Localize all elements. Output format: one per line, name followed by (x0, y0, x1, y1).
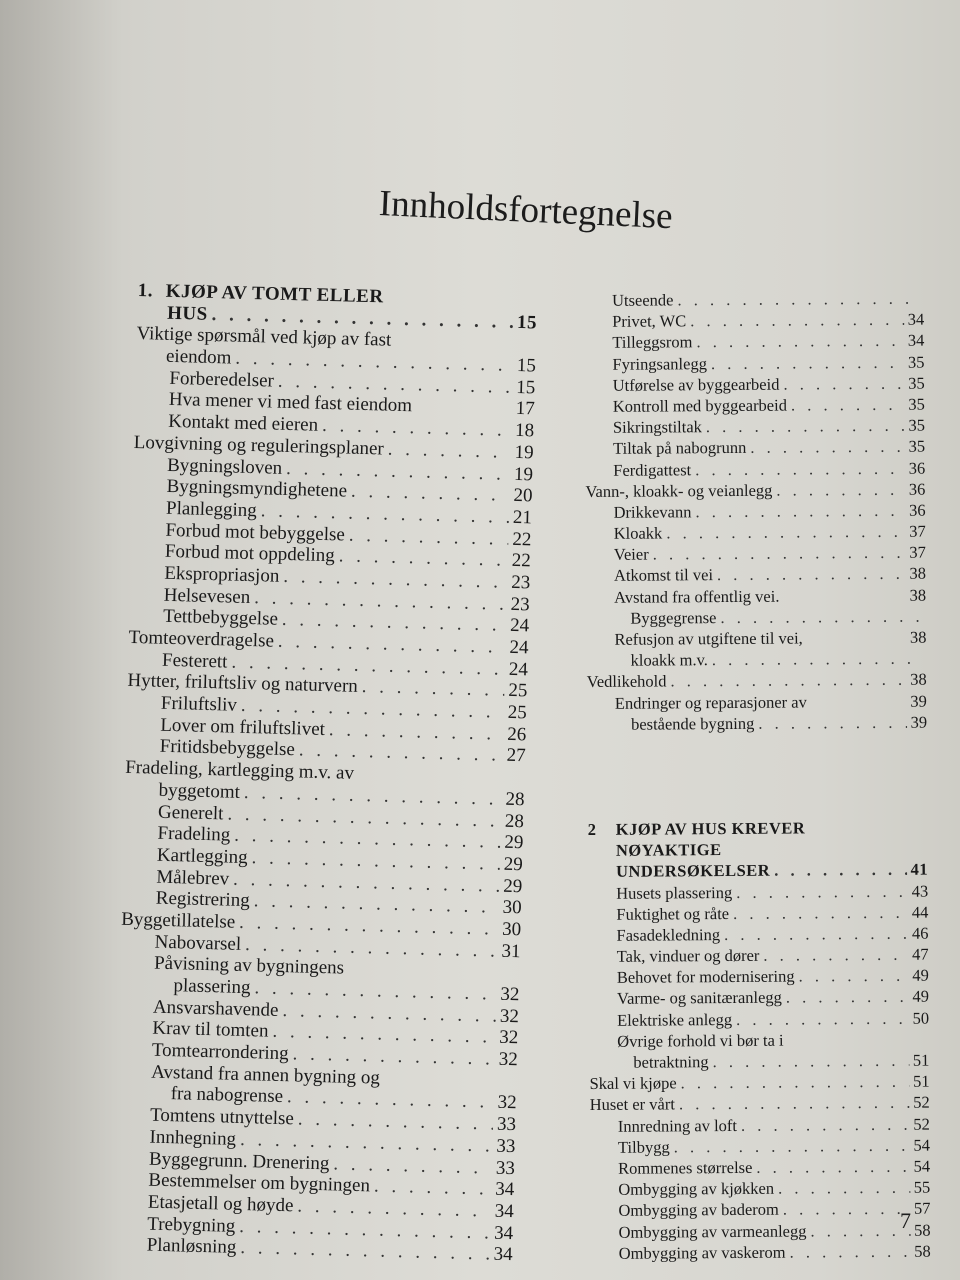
toc-page-number: 33 (496, 1113, 517, 1136)
toc-entry-text: plassering (173, 975, 251, 999)
toc-entry (590, 1134, 930, 1158)
toc-entry (586, 542, 926, 566)
toc-page-number: 15 (516, 311, 538, 334)
toc-entry-text: Lovgivning og reguleringsplaner (133, 431, 385, 460)
toc-entry-text: Fuktighet og råte (616, 903, 730, 924)
toc-entry (586, 521, 926, 545)
toc-page-number: 29 (502, 875, 523, 897)
toc-entry-text: Innhegning (149, 1126, 237, 1150)
dot-leader (778, 1177, 910, 1199)
toc-entry-text: Privet, WC (612, 311, 687, 331)
dot-leader (690, 309, 904, 332)
dot-leader (799, 965, 909, 987)
toc-page-number: 26 (506, 723, 527, 746)
toc-page-number: 34 (493, 1222, 514, 1244)
dot-leader (696, 330, 904, 353)
toc-page-number: 19 (513, 463, 534, 485)
toc-entry-text: Avstand fra annen bygning og (151, 1061, 381, 1089)
toc-entry (590, 1177, 930, 1201)
dot-leader (791, 394, 905, 416)
toc-entry (587, 690, 927, 714)
toc-entry (586, 627, 926, 651)
toc-page-number: 38 (909, 627, 927, 647)
toc-page-number: 35 (908, 373, 925, 393)
toc-entry-text: Ombygging av vaskerom (618, 1242, 786, 1263)
toc-page-number: 15 (516, 376, 536, 399)
page-title: Innholdsfortegnelse (378, 182, 674, 238)
page-shadow (0, 0, 120, 1280)
dot-leader (679, 1092, 909, 1115)
dot-leader (717, 563, 906, 586)
toc-entry (585, 415, 925, 439)
toc-entry-text: Tilbygg (617, 1137, 670, 1157)
toc-entry-text: byggetomt (158, 779, 241, 803)
dot-leader (681, 1071, 910, 1094)
toc-entry (589, 1050, 929, 1074)
toc-entry-text: Vedlikehold (586, 671, 667, 692)
toc-entry-text: Målebrev (156, 866, 230, 890)
toc-entry-text: Tiltak på nabogrunn (613, 438, 747, 459)
toc-page-number: 34 (495, 1178, 515, 1201)
dot-leader (695, 500, 905, 523)
dot-leader (789, 1240, 910, 1262)
toc-entry-text: eiendom (165, 345, 232, 369)
toc-page-number: 19 (514, 441, 534, 464)
dot-leader (736, 880, 908, 902)
toc-page-number: 22 (512, 528, 532, 550)
toc-page-number: 35 (908, 415, 926, 435)
dot-leader (810, 1219, 910, 1241)
dot-leader (736, 1007, 909, 1029)
toc-page-number: 57 (913, 1198, 931, 1219)
toc-entry (585, 436, 925, 460)
page-number: 7 (900, 1208, 911, 1233)
dot-leader (733, 901, 908, 923)
toc-entry (587, 711, 927, 735)
toc-entry-text: Fasadekledning (616, 924, 721, 945)
toc-entry-text: Ombygging av kjøkken (618, 1178, 775, 1199)
section-spacer (587, 761, 927, 791)
toc-entry-text: Viktige spørsmål ved kjøp av fast (136, 323, 392, 352)
toc-entry-text: Øvrige forhold vi bør ta i (617, 1030, 784, 1051)
toc-entry-text: Skal vi kjøpe (589, 1073, 677, 1094)
toc-page-number: 39 (910, 712, 928, 732)
toc-entry-text: Forberedelser (169, 367, 275, 392)
toc-page-number: 17 (515, 398, 536, 420)
toc-page-number: 15 (516, 355, 537, 377)
dot-leader (374, 1176, 492, 1201)
toc-page-number: 43 (911, 881, 929, 901)
toc-page-number: 49 (912, 987, 930, 1007)
toc-entry (584, 330, 924, 354)
toc-page-number: 33 (496, 1135, 516, 1157)
toc-entry (584, 309, 924, 333)
toc-entry-text: bestående bygning (630, 713, 755, 734)
toc-page-number: 34 (494, 1200, 515, 1223)
toc-entry (587, 648, 927, 672)
toc-page-number: 23 (510, 593, 530, 615)
toc-entry-text: Krav til tomten (152, 1018, 269, 1043)
toc-entry-text: Kartlegging (156, 844, 248, 868)
dot-leader (706, 415, 905, 438)
toc-entry-text: Tettbebyggelse (162, 606, 279, 631)
toc-entry-text: Tomtearrondering (151, 1039, 289, 1065)
toc-entry-text: Forbud mot oppdeling (164, 541, 336, 567)
toc-entry-text: Veier (613, 544, 649, 565)
toc-entry-text: betraktning (633, 1052, 709, 1072)
toc-page-number: 39 (910, 691, 927, 711)
dot-leader (774, 859, 907, 881)
toc-entry (591, 1240, 931, 1264)
toc-page-number: 24 (508, 658, 529, 681)
toc-entry-text: Sikringstiltak (612, 417, 702, 437)
toc-entry (588, 901, 928, 925)
toc-page-number: 52 (913, 1114, 930, 1134)
toc-page-number: 49 (912, 965, 929, 985)
toc-entry-text: Kontroll med byggearbeid (612, 395, 787, 416)
toc-page-number: 31 (501, 940, 521, 962)
toc-entry (589, 944, 929, 968)
toc-entry-text: fra nabogrense (170, 1083, 284, 1108)
toc-entry-text: Ekspropriasjon (164, 562, 280, 587)
dot-leader (695, 457, 905, 480)
toc-entry (588, 922, 928, 946)
toc-entry-text: Planlegging (165, 497, 258, 522)
toc-entry-text: Planløsning (146, 1234, 237, 1259)
toc-page-number: 33 (495, 1157, 516, 1179)
toc-entry-text: Byggetillatelse (120, 908, 236, 933)
toc-entry-text: Tomtens utnyttelse (149, 1104, 295, 1130)
toc-entry-text: Tilleggsrom (612, 332, 693, 353)
toc-entry-text: Friluftsliv (160, 692, 238, 716)
toc-page-number: 30 (501, 918, 522, 941)
dot-leader (670, 669, 906, 692)
toc-entry (585, 372, 925, 396)
toc-entry-text: KJØP AV TOMT ELLER (165, 280, 384, 308)
toc-page-number: 24 (509, 636, 529, 659)
toc-page-number: 29 (504, 831, 524, 854)
toc-page-number: 32 (497, 1092, 517, 1114)
toc-entry (586, 605, 926, 629)
toc-entry-text: KJØP AV HUS KREVER (615, 818, 806, 839)
toc-entry-text: Byggegrunn. Drenering (148, 1148, 330, 1174)
toc-chapter-entry (588, 859, 928, 883)
toc-entry-text: Elektriske anlegg (617, 1009, 733, 1030)
toc-chapter-entry (588, 838, 928, 862)
toc-entry (587, 669, 927, 693)
toc-entry-text: Hytter, friluftsliv og naturvern (127, 670, 359, 698)
toc-entry-text: Endringer og reparasjoner av (614, 692, 807, 713)
dot-leader (750, 436, 904, 458)
toc-page-number: 58 (914, 1241, 931, 1261)
toc-entry (586, 563, 926, 587)
toc-page-number: 32 (499, 1027, 519, 1049)
toc-page-number: 54 (913, 1156, 931, 1176)
toc-entry-text: kloakk m.v. (630, 650, 708, 670)
toc-entry-text: Bygningsmyndighetene (166, 476, 348, 502)
toc-entry-text: Lover om friluftslivet (160, 714, 326, 740)
toc-entry (585, 499, 925, 523)
toc-page-number: 32 (499, 1005, 520, 1027)
toc-page-number: 36 (908, 500, 926, 520)
toc-entry-text: Helsevesen (163, 584, 251, 608)
toc-entry (590, 1092, 930, 1116)
toc-page-number: 52 (913, 1092, 930, 1113)
toc-page-number: 58 (914, 1220, 931, 1240)
dot-leader (786, 986, 909, 1008)
toc-entry-text: Kontakt med eieren (168, 410, 319, 436)
chapter-number: 1. (137, 280, 154, 302)
toc-page-number: 20 (513, 485, 533, 507)
dot-leader (712, 648, 923, 671)
toc-entry-text: Fyringsanlegg (612, 353, 708, 374)
toc-entry (589, 1007, 929, 1031)
toc-page-number: 28 (504, 810, 525, 832)
toc-page-number: 34 (907, 309, 925, 329)
toc-entry-text: Hva mener vi med fast eiendom (168, 389, 413, 417)
toc-page-number: 50 (912, 1008, 930, 1028)
toc-page-number: 28 (505, 788, 525, 811)
toc-entry-text: Generelt (157, 801, 224, 824)
toc-entry (590, 1113, 930, 1137)
toc-page-number: 51 (912, 1050, 930, 1070)
toc-entry-text: Refusjon av utgiftene til vei, (614, 628, 803, 649)
toc-page-number: 34 (907, 331, 925, 351)
toc-entry-text: Bygningsloven (166, 454, 283, 479)
toc-page-number: 37 (909, 521, 926, 541)
section-spacer (587, 789, 927, 819)
toc-page-number: 23 (510, 571, 531, 594)
toc-entry-text: Kloakk (613, 523, 663, 543)
toc-entry-text: UNDERSØKELSER (615, 861, 771, 882)
toc-page-number: 36 (908, 458, 926, 478)
toc-entry-text: Påvisning av bygningens (153, 952, 345, 979)
dot-leader (653, 542, 906, 565)
toc-entry-text: Ombygging av varmeanlegg (618, 1220, 807, 1242)
toc-entry (584, 351, 924, 375)
toc-entry-text: Forbud mot bebyggelse (165, 519, 346, 546)
toc-page-number: 41 (910, 859, 929, 880)
toc-page-number: 37 (909, 542, 926, 562)
dot-leader (712, 1050, 908, 1073)
toc-page-number: 55 (913, 1177, 931, 1197)
toc-entry-text: Rommenes størrelse (618, 1157, 753, 1178)
toc-entry-text: Innredning av loft (617, 1115, 738, 1136)
dot-leader (674, 1134, 910, 1157)
toc-entry (585, 478, 925, 502)
toc-entry-text: Vann-, kloakk- og veianlegg (585, 480, 773, 501)
toc-entry-text: Ansvarshavende (152, 996, 279, 1021)
toc-entry-text: Festerett (161, 649, 228, 673)
toc-right-column (584, 288, 931, 1264)
dot-leader (758, 712, 906, 734)
toc-page-number: 25 (508, 680, 528, 702)
toc-entry (588, 880, 928, 904)
toc-left-column (112, 280, 537, 1266)
toc-entry-text: Registrering (155, 887, 250, 912)
toc-entry-text: Utførelse av byggearbeid (612, 374, 780, 395)
toc-entry (589, 965, 929, 989)
toc-entry-text: Byggegrense (630, 607, 717, 628)
toc-entry-text: Tomteoverdragelse (128, 626, 275, 652)
dot-leader (711, 351, 904, 374)
toc-page-number: 36 (908, 479, 926, 499)
toc-entry-text: Bestemmelser om bygningen (148, 1169, 371, 1197)
toc-entry (584, 288, 924, 312)
toc-entry (586, 584, 926, 608)
toc-entry-text: Fradeling (157, 822, 231, 846)
toc-entry (590, 1198, 930, 1222)
toc-entry (585, 394, 925, 418)
toc-entry-text: Varme- og sanitæranlegg (616, 988, 782, 1009)
dot-leader (666, 521, 905, 544)
toc-page-number: 32 (498, 1048, 518, 1071)
toc-entry-text: Atkomst til vei (613, 565, 714, 586)
toc-entry-text: Tak, vinduer og dører (616, 945, 760, 966)
dot-leader (756, 1156, 909, 1178)
toc-entry (585, 457, 925, 481)
toc-page-number: 51 (912, 1071, 930, 1091)
toc-entry (590, 1156, 930, 1180)
toc-entry-text: Etasjetall og høyde (147, 1191, 294, 1217)
toc-entry-text: Huset er vårt (589, 1094, 675, 1115)
toc-page-number: 34 (493, 1243, 513, 1266)
toc-page-number: 22 (511, 550, 532, 572)
section-spacer (587, 733, 927, 763)
toc-entry-text: HUS (166, 302, 208, 325)
toc-entry-text: Trebygning (147, 1213, 236, 1237)
toc-page-number: 35 (908, 394, 925, 414)
dot-leader (776, 478, 905, 500)
dot-leader (677, 288, 920, 311)
toc-page-number: 38 (910, 669, 927, 690)
dot-leader (720, 605, 922, 628)
toc-entry-text: Ferdigattest (613, 459, 692, 480)
toc-page-number: 32 (500, 983, 520, 1006)
toc-page-number: 54 (913, 1135, 931, 1155)
toc-page-number: 38 (909, 585, 927, 605)
toc-entry-text: Drikkevann (613, 502, 692, 522)
toc-entry (589, 986, 929, 1010)
toc-page-number: 35 (908, 436, 926, 457)
toc-entry-text: Avstand fra offentlig vei. (614, 586, 780, 607)
toc-chapter-entry (588, 817, 928, 841)
dot-leader (763, 944, 908, 966)
toc-entry-text: Utseende (612, 290, 674, 310)
toc-page-number: 21 (512, 506, 533, 529)
toc-entry (589, 1071, 929, 1095)
toc-entry (591, 1219, 931, 1243)
toc-page-number: 30 (502, 897, 522, 919)
dot-leader (783, 1198, 910, 1220)
toc-page-number: 35 (907, 352, 925, 372)
toc-page-number: 46 (911, 923, 929, 943)
toc-entry-text: Fritidsbebyggelse (159, 736, 296, 761)
dot-leader (741, 1113, 910, 1135)
toc-entry-text: Behovet for modernisering (616, 966, 795, 988)
toc-page-number: 18 (514, 420, 535, 442)
toc-entry-text: Ombygging av baderom (618, 1199, 779, 1221)
toc-page-number: 38 (909, 564, 927, 584)
dot-leader (724, 923, 908, 945)
chapter-number: 2 (587, 819, 597, 839)
toc-entry-text: Fradeling, kartlegging m.v. av (124, 756, 355, 784)
toc-page-number: 47 (912, 944, 929, 964)
toc-page-number: 27 (506, 745, 526, 767)
toc-page-number: 44 (911, 902, 929, 922)
toc-entry (589, 1028, 929, 1052)
toc-page-number: 25 (507, 701, 528, 724)
toc-entry-text: Husets plassering (616, 882, 733, 903)
toc-entry-text: Nabovarsel (154, 931, 242, 955)
toc-page-number: 29 (503, 853, 524, 876)
dot-leader (783, 373, 904, 395)
toc-entry-text: NØYAKTIGE (615, 840, 722, 860)
toc-page-number: 24 (509, 615, 530, 637)
